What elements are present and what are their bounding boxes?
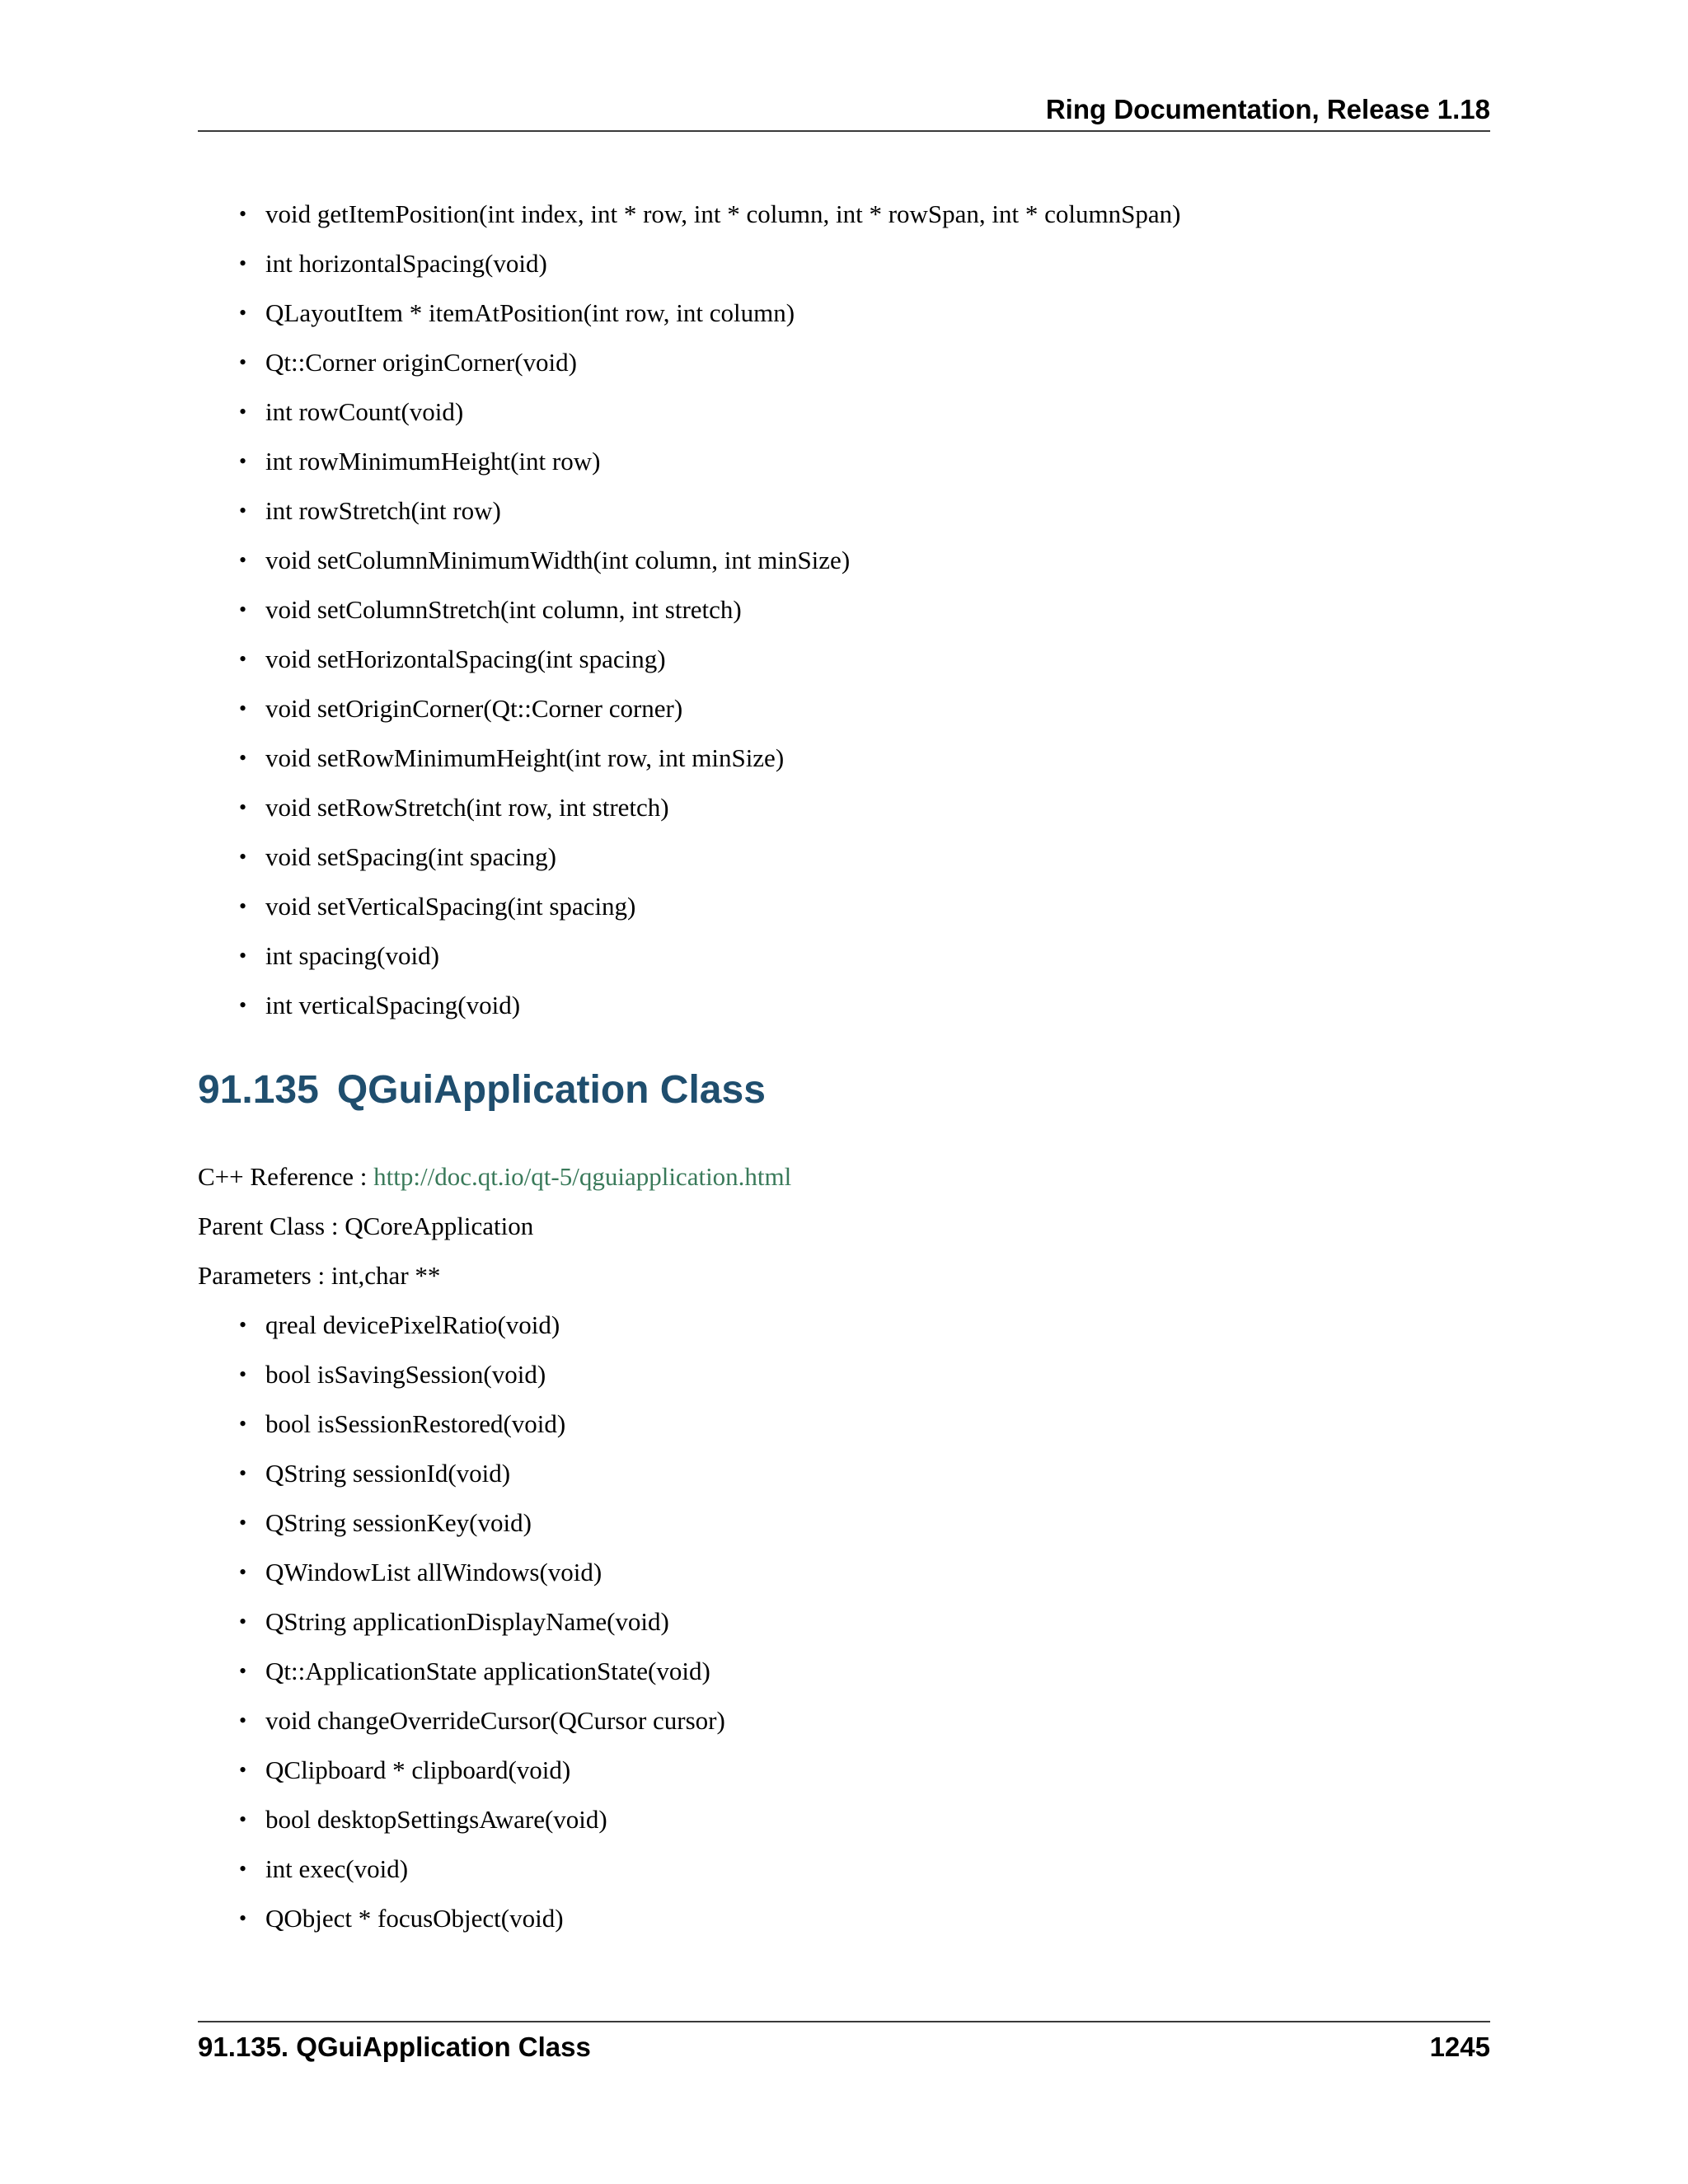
method-signature: QString sessionKey(void) [265, 1508, 532, 1537]
method-signature: int verticalSpacing(void) [265, 991, 521, 1019]
list-item [239, 931, 1490, 981]
method-signature: void setOriginCorner(Qt::Corner corner) [265, 694, 683, 723]
list-item [239, 387, 1490, 437]
bullet-icon: • [239, 1807, 247, 1831]
cpp-reference [198, 1152, 1490, 1202]
page-content [198, 190, 1490, 1943]
section-number: 91.135 [198, 1068, 319, 1112]
bullet-icon: • [239, 301, 247, 325]
parent-class: Parent Class : QCoreApplication [198, 1212, 534, 1240]
method-signature: void setColumnMinimumWidth(int column, int minSize) [265, 546, 851, 574]
list-item [239, 783, 1490, 832]
page-footer [198, 2021, 1490, 2072]
parameters: Parameters : int,char ** [198, 1261, 441, 1290]
list-item [239, 1350, 1490, 1399]
bullet-icon: • [239, 795, 247, 819]
list-item [239, 635, 1490, 684]
list-item [239, 338, 1490, 387]
method-signature: int horizontalSpacing(void) [265, 249, 547, 278]
method-signature: QString applicationDisplayName(void) [265, 1607, 669, 1636]
qguiapplication-method-list [198, 1301, 1490, 1943]
list-item [239, 486, 1490, 536]
bullet-icon: • [239, 993, 247, 1017]
list-item [239, 1548, 1490, 1597]
list-item [239, 437, 1490, 486]
list-item [239, 239, 1490, 288]
cpp-reference-link[interactable]: http://doc.qt.io/qt-5/qguiapplication.html [373, 1162, 792, 1191]
list-item [239, 1696, 1490, 1746]
list-item [239, 1894, 1490, 1943]
bullet-icon: • [239, 1857, 247, 1881]
method-signature: QClipboard * clipboard(void) [265, 1755, 571, 1784]
method-signature: bool isSavingSession(void) [265, 1360, 546, 1389]
bullet-icon: • [239, 350, 247, 374]
bullet-icon: • [239, 845, 247, 869]
bullet-icon: • [239, 400, 247, 424]
bullet-icon: • [239, 696, 247, 720]
bullet-icon: • [239, 1610, 247, 1633]
method-signature: int rowCount(void) [265, 397, 464, 426]
list-item [239, 832, 1490, 882]
bullet-icon: • [239, 1906, 247, 1930]
bullet-icon: • [239, 1362, 247, 1386]
list-item [239, 684, 1490, 733]
list-item [239, 882, 1490, 931]
page-header [198, 89, 1490, 132]
bullet-icon: • [239, 647, 247, 671]
document-title: Ring Documentation, Release 1.18 [1045, 94, 1490, 124]
bullet-icon: • [239, 1461, 247, 1485]
method-signature: int rowMinimumHeight(int row) [265, 447, 601, 476]
bullet-icon: • [239, 894, 247, 918]
method-signature: Qt::Corner originCorner(void) [265, 348, 577, 377]
bullet-icon: • [239, 746, 247, 770]
list-item [239, 1301, 1490, 1350]
method-signature: int rowStretch(int row) [265, 496, 501, 525]
bullet-icon: • [239, 1313, 247, 1337]
list-item [239, 1795, 1490, 1844]
list-item [239, 585, 1490, 635]
bullet-icon: • [239, 1758, 247, 1782]
bullet-icon: • [239, 1560, 247, 1584]
list-item [239, 1746, 1490, 1795]
list-item [239, 981, 1490, 1030]
method-signature: void getItemPosition(int index, int * row, int * column, int * rowSpan, int * columnSpan) [265, 199, 1181, 228]
bullet-icon: • [239, 944, 247, 968]
bullet-icon: • [239, 1511, 247, 1535]
list-item [239, 1498, 1490, 1548]
method-signature: void setRowStretch(int row, int stretch) [265, 793, 669, 822]
method-signature: bool desktopSettingsAware(void) [265, 1805, 607, 1834]
bullet-icon: • [239, 1659, 247, 1683]
list-item [239, 190, 1490, 239]
method-signature: QObject * focusObject(void) [265, 1904, 564, 1933]
method-signature: qreal devicePixelRatio(void) [265, 1310, 560, 1339]
method-signature: void setVerticalSpacing(int spacing) [265, 892, 636, 921]
bullet-icon: • [239, 202, 247, 226]
bullet-icon: • [239, 449, 247, 473]
list-item [239, 1844, 1490, 1894]
list-item [239, 1399, 1490, 1449]
method-signature: int exec(void) [265, 1854, 409, 1883]
list-item [239, 1597, 1490, 1647]
method-signature: int spacing(void) [265, 941, 439, 970]
page-number: 1245 [1429, 2032, 1490, 2062]
bullet-icon: • [239, 1412, 247, 1436]
footer-section: 91.135. QGuiApplication Class [198, 2032, 591, 2062]
method-signature: Qt::ApplicationState applicationState(void) [265, 1657, 710, 1685]
bullet-icon: • [239, 1708, 247, 1732]
section-heading [198, 1063, 1490, 1118]
bullet-icon: • [239, 499, 247, 523]
method-signature: bool isSessionRestored(void) [265, 1409, 566, 1438]
list-item [239, 1647, 1490, 1696]
method-signature: QString sessionId(void) [265, 1459, 511, 1488]
cpp-reference-label: C++ Reference : [198, 1162, 374, 1191]
method-signature: void setSpacing(int spacing) [265, 842, 556, 871]
bullet-icon: • [239, 548, 247, 572]
method-signature: void changeOverrideCursor(QCursor cursor) [265, 1706, 725, 1735]
method-signature: void setColumnStretch(int column, int stretch) [265, 595, 742, 624]
qgridlayout-method-list [198, 190, 1490, 1030]
bullet-icon: • [239, 598, 247, 621]
list-item [239, 1449, 1490, 1498]
method-signature: QWindowList allWindows(void) [265, 1558, 603, 1586]
bullet-icon: • [239, 251, 247, 275]
method-signature: QLayoutItem * itemAtPosition(int row, int column) [265, 298, 795, 327]
list-item [239, 536, 1490, 585]
method-signature: void setRowMinimumHeight(int row, int minSize) [265, 743, 785, 772]
list-item [239, 288, 1490, 338]
list-item [239, 733, 1490, 783]
section-title: QGuiApplication Class [336, 1068, 766, 1112]
method-signature: void setHorizontalSpacing(int spacing) [265, 644, 666, 673]
